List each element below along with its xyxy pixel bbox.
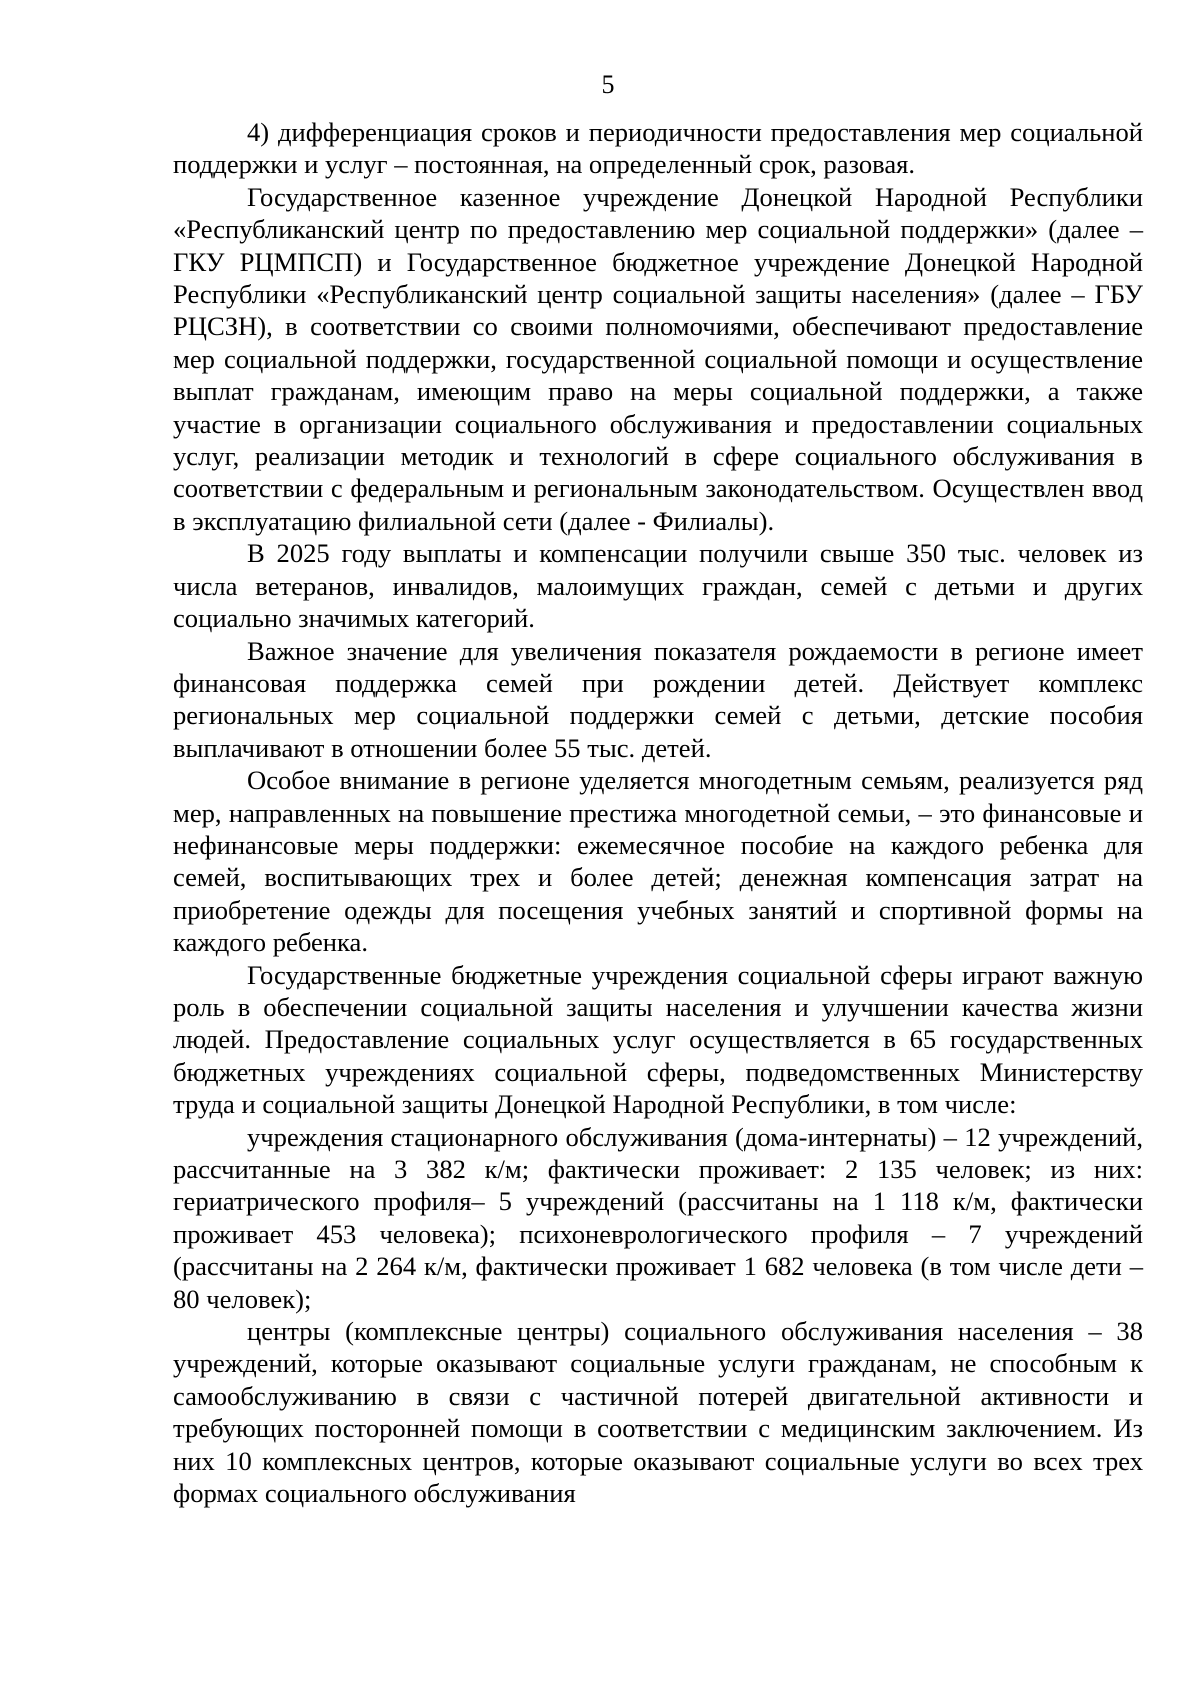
paragraph: Важное значение для увеличения показателя рождаемости в регионе имеет финансовая поддержка семей при рождении детей. Действует комплекс региональных мер социальной поддержки семей с детьми, детские пособия выплачивают в отношении более 55 тыс. детей. — [173, 635, 1143, 763]
page-number: 5 — [601, 70, 615, 99]
paragraph: В 2025 году выплаты и компенсации получили свыше 350 тыс. человек из числа ветеранов, инвалидов, малоимущих граждан, семей с детьми и других социально значимых категорий. — [173, 538, 1143, 634]
paragraph: Особое внимание в регионе уделяется многодетным семьям, реализуется ряд мер, направленных на повышение престижа многодетной семьи, – это финансовые и нефинансовые меры поддержки: ежемесячное пособие на каждого ребенка для семей, воспитывающих трех и более детей; денежная компенсация затрат на приобретение одежды для посещения учебных занятий и спортивной формы на каждого ребенка. — [173, 765, 1143, 958]
paragraph: центры (комплексные центры) социального обслуживания населения – 38 учреждений, которые оказывают социальные услуги гражданам, не способным к самообслуживанию в связи с частичной потерей двигательной активности и требующих посторонней помощи в соответствии с медицинским заключением. Из них 10 комплексных центров, которые оказывают социальные услуги во всех трех формах социального обслуживания — [173, 1316, 1143, 1509]
paragraph: Государственное казенное учреждение Донецкой Народной Республики «Республиканский центр по предоставлению мер социальной поддержки» (далее – ГКУ РЦМПСП) и Государственное бюджетное учреждение Донецкой Народной Республики «Республиканский центр социальной защиты населения» (далее – ГБУ РЦСЗН), в соответствии со своими полномочиями, обеспечивают предоставление мер социальной поддержки, государственной социальной помощи и осуществление выплат гражданам, имеющим право на меры социальной поддержки, а также участие в организации социального обслуживания и предоставлении социальных услуг, реализации методик и технологий в сфере социального обслуживания в соответствии с федеральным и региональным законодательством. Осуществлен ввод в эксплуатацию филиальной сети (далее - Филиалы). — [173, 181, 1143, 536]
paragraph: учреждения стационарного обслуживания (дома-интернаты) – 12 учреждений, рассчитанные на 3 382 к/м; фактически проживает: 2 135 человек; из них: гериатрического профиля– 5 учреждений (рассчитаны на 1 118 к/м, фактически проживает 453 человека); психоневрологического профиля – 7 учреждений (рассчитаны на 2 264 к/м, фактически проживает 1 682 человека (в том числе дети – 80 человек); — [173, 1121, 1143, 1314]
paragraph: 4) дифференциация сроков и периодичности предоставления мер социальной поддержки и услуг – постоянная, на определенный срок, разовая. — [173, 117, 1143, 180]
paragraph: Государственные бюджетные учреждения социальной сферы играют важную роль в обеспечении социальной защиты населения и улучшении качества жизни людей. Предоставление социальных услуг осуществляется в 65 государственных бюджетных учреждениях социальной сферы, подведомственных Министерству труда и социальной защиты Донецкой Народной Республики, в том числе: — [173, 959, 1143, 1120]
document-body — [173, 116, 1143, 1509]
